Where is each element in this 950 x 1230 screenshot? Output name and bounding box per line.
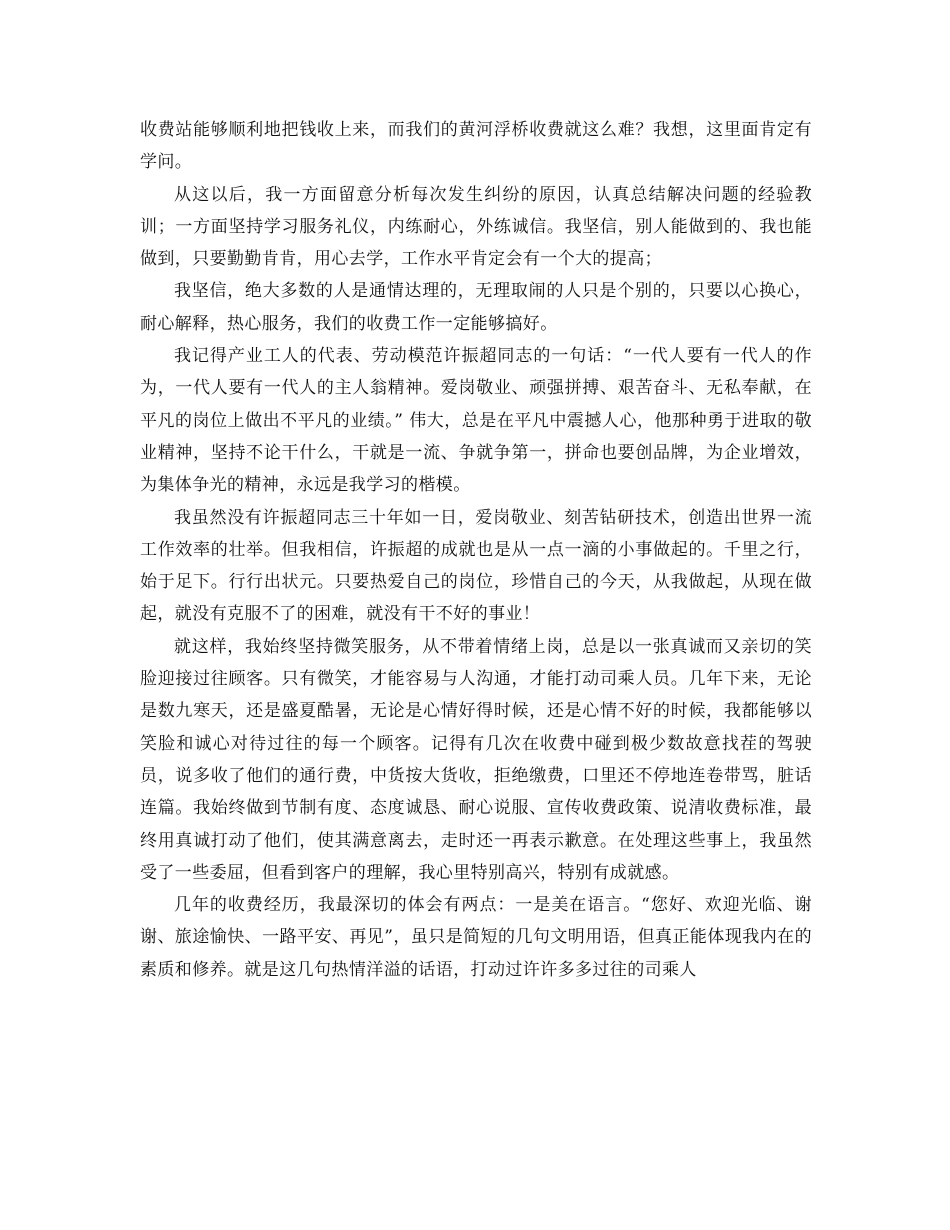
document-body <box>140 114 812 986</box>
paragraph: 我记得产业工人的代表、劳动模范许振超同志的一句话：“一代人要有一代人的作为，一代人要有一代人的主人翁精神。爱岗敬业、顽强拼搏、艰苦奋斗、无私奉献，在平凡的岗位上做出不平凡的业绩。” 伟大，总是在平凡中震撼人心，他那种勇于进取的敬业精神，坚持不论干什么，干就是一流、争就争第一，拼命也要创品牌，为企业增效，为集体争光的精神，永远是我学习的楷模。 <box>140 346 812 496</box>
paragraph: 我坚信，绝大多数的人是通情达理的，无理取闹的人只是个别的，只要以心换心，耐心解释，热心服务，我们的收费工作一定能够搞好。 <box>140 281 812 334</box>
paragraph: 我虽然没有许振超同志三十年如一日，爱岗敬业、刻苦钻研技术，创造出世界一流工作效率的壮举。但我相信，许振超的成就也是从一点一滴的小事做起的。千里之行，始于足下。行行出状元。只要热爱自己的岗位，珍惜自己的今天，从我做起，从现在做起，就没有克服不了的困难，就没有干不好的事业！ <box>140 507 812 625</box>
paragraph: 从这以后，我一方面留意分析每次发生纠纷的原因，认真总结解决问题的经验教训；一方面坚持学习服务礼仪，内练耐心，外练诚信。我坚信，别人能做到的、我也能做到，只要勤勤肯肯，用心去学，工作水平肯定会有一个大的提高； <box>140 184 812 270</box>
paragraph: 几年的收费经历，我最深切的体会有两点：一是美在语言。“您好、欢迎光临、谢谢、旅途愉快、一路平安、再见”，虽只是简短的几句文明用语，但真正能体现我内在的素质和修养。就是这几句热情洋溢的话语，打动过许许多多过往的司乘人 <box>140 895 812 980</box>
paragraph: 就这样，我始终坚持微笑服务，从不带着情绪上岗，总是以一张真诚而又亲切的笑脸迎接过往顾客。只有微笑，才能容易与人沟通，才能打动司乘人员。几年下来，无论是数九寒天，还是盛夏酷暑，无论是心情好得时候，还是心情不好的时候，我都能够以笑脸和诚心对待过往的每一个顾客。记得有几次在收费中碰到极少数故意找茬的驾驶员，说多收了他们的通行费，中货按大货收，拒绝缴费，口里还不停地连卷带骂，脏话连篇。我始终做到节制有度、态度诚恳、耐心说服、宣传收费政策、说清收费标准，最终用真诚打动了他们，使其满意离去，走时还一再表示歉意。在处理这些事上，我虽然受了一些委屈，但看到客户的理解，我心里特别高兴，特别有成就感。 <box>140 636 812 883</box>
paragraph-continuation: 收费站能够顺利地把钱收上来，而我们的黄河浮桥收费就这么难？我想，这里面肯定有学问。 <box>140 120 812 173</box>
